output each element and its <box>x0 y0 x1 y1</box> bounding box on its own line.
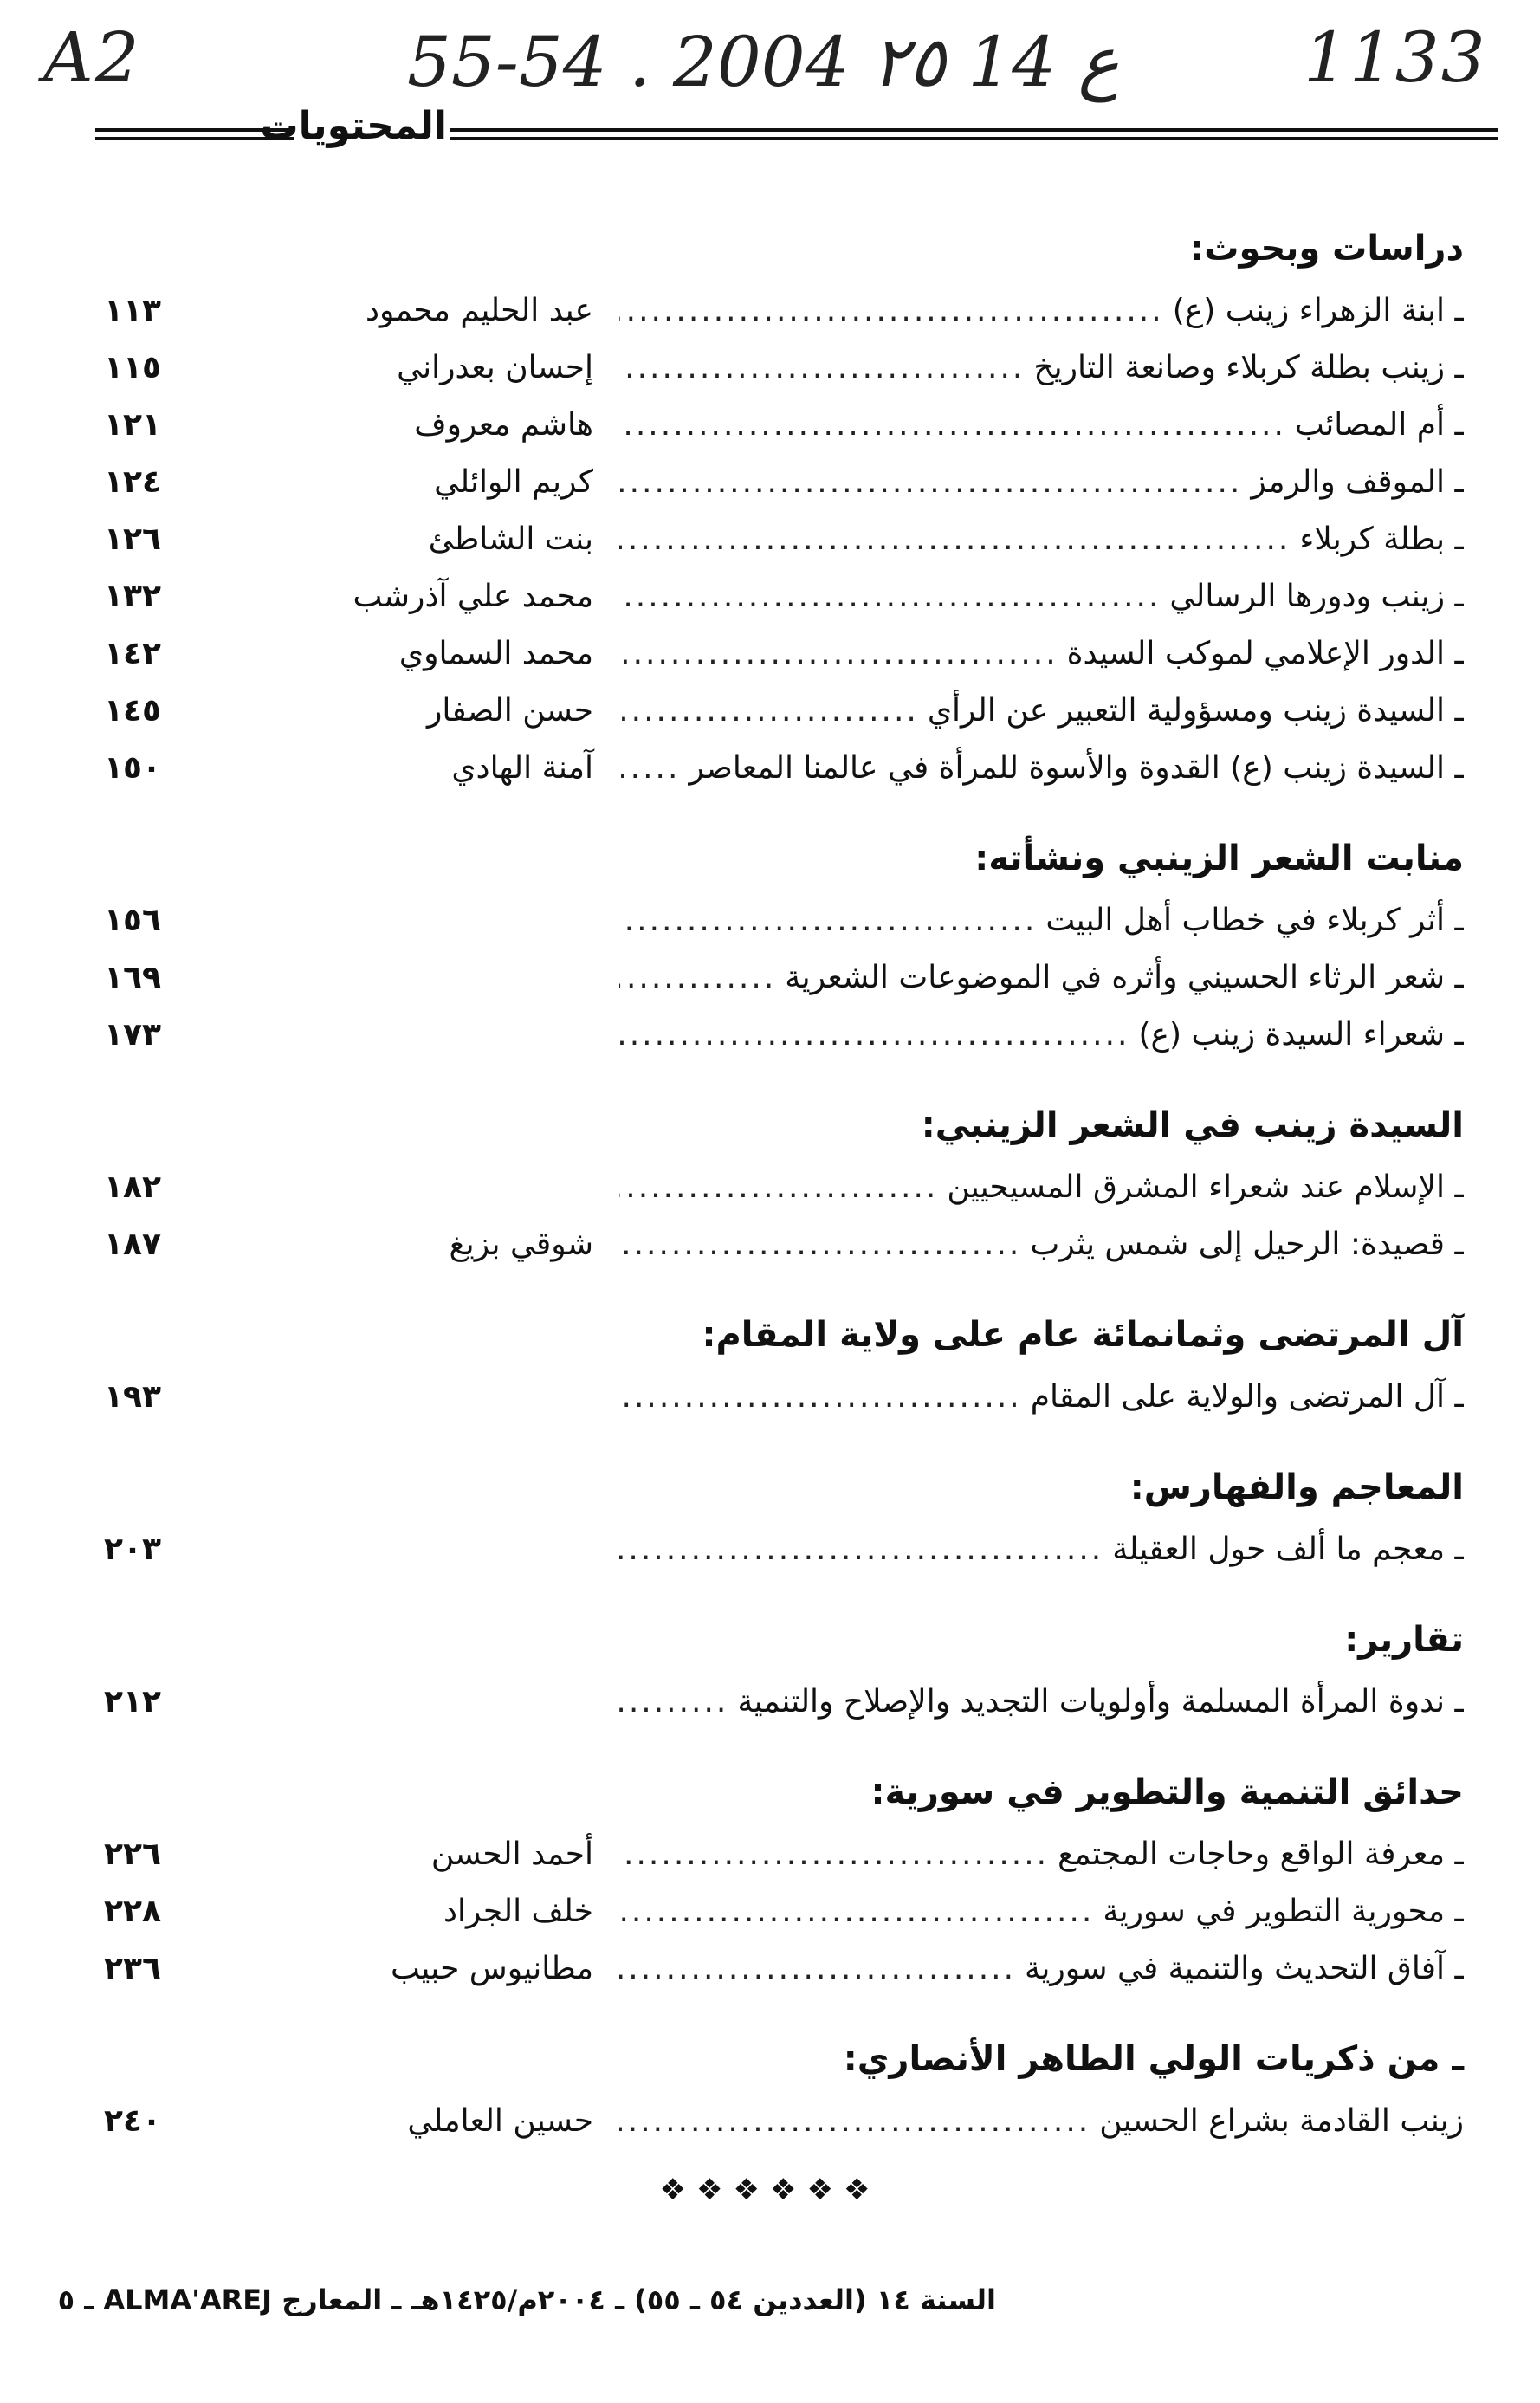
entry-title-wrap <box>619 1369 1464 1426</box>
entry-author: شوقي بزيغ <box>449 1227 593 1262</box>
section-title: آل المرتضى وثمانمائة عام على ولاية المقام: <box>702 1315 1464 1355</box>
toc-entry <box>104 1159 1464 1216</box>
entry-author-wrap <box>104 282 619 340</box>
entry-title-wrap <box>619 568 1464 625</box>
toc-section <box>104 1100 1464 1273</box>
entry-page-number: ١٩٣ <box>104 1379 161 1415</box>
entry-author: مطانيوس حبيب <box>391 1951 593 1986</box>
dot-leader <box>619 683 928 740</box>
entry-title-wrap <box>619 511 1464 568</box>
entry-title: ـ قصيدة: الرحيل إلى شمس يثرب <box>1030 1227 1464 1262</box>
entry-title-wrap <box>619 625 1464 683</box>
toc-section <box>104 1462 1464 1578</box>
footer-text: السنة ١٤ (العددين ٥٤ ـ ٥٥) ـ ٢٠٠٤م/١٤٢٥هـ ـ المعارج ALMA'AREJ ـ ٥ <box>57 2283 996 2316</box>
entry-author: آمنة الهادي <box>451 750 593 786</box>
entry-page-number: ١١٣ <box>104 293 161 328</box>
entry-page-number: ٢١٢ <box>104 1684 161 1720</box>
toc-entry <box>104 454 1464 511</box>
dot-leader <box>619 892 1045 949</box>
dot-leader <box>619 1369 1031 1426</box>
dot-leader <box>619 282 1173 340</box>
toc-entry <box>104 511 1464 568</box>
entry-page-number: ١٢٦ <box>104 521 161 557</box>
toc-entry <box>104 340 1464 397</box>
entry-page-number: ١٥٦ <box>104 903 161 938</box>
entry-page-number: ٢٤٠ <box>104 2103 161 2139</box>
entry-author: محمد علي آذرشب <box>353 579 593 614</box>
entry-author-wrap <box>104 1674 619 1731</box>
toc-entry <box>104 949 1464 1007</box>
dot-leader <box>619 1521 1112 1578</box>
entry-author: عبد الحليم محمود <box>365 293 593 328</box>
handwritten-number: 1133 <box>1304 17 1487 98</box>
entry-title: ـ أم المصائب <box>1294 407 1464 443</box>
page-footer <box>0 2283 1540 2335</box>
entry-author-wrap <box>104 454 619 511</box>
entry-page-number: ١٥٠ <box>104 750 161 786</box>
handwritten-code: A2 <box>43 17 141 98</box>
entry-title-wrap <box>619 340 1464 397</box>
entry-title-wrap <box>619 1159 1464 1216</box>
entry-author-wrap <box>104 625 619 683</box>
entry-page-number: ١٨٢ <box>104 1169 161 1205</box>
entry-title: ـ ابنة الزهراء زينب (ع) <box>1172 293 1464 328</box>
entry-title: ـ زينب ودورها الرسالي <box>1169 579 1464 614</box>
dot-leader <box>619 568 1169 625</box>
dot-leader <box>619 1940 1025 1998</box>
dot-leader <box>619 949 785 1007</box>
dot-leader <box>619 1159 947 1216</box>
entry-page-number: ١٢١ <box>104 407 161 443</box>
entry-page-number: ١٤٢ <box>104 636 161 671</box>
section-title: دراسات وبحوث: <box>1190 229 1464 269</box>
toc-section <box>104 1615 1464 1731</box>
entry-title-wrap <box>619 683 1464 740</box>
entry-page-number: ٢٢٨ <box>104 1894 161 1929</box>
toc-entry <box>104 1674 1464 1731</box>
toc-entry <box>104 1521 1464 1578</box>
entry-title: ـ زينب بطلة كربلاء وصانعة التاريخ <box>1033 350 1464 385</box>
entry-title-wrap <box>619 892 1464 949</box>
toc-entry <box>104 568 1464 625</box>
entry-title: ـ آل المرتضى والولاية على المقام <box>1030 1379 1464 1415</box>
dot-leader <box>619 740 689 797</box>
dot-leader <box>619 1216 1030 1273</box>
toc-entry <box>104 1883 1464 1940</box>
dot-leader <box>619 1674 737 1731</box>
entry-author-wrap <box>104 568 619 625</box>
entry-page-number: ١١٥ <box>104 350 161 385</box>
entry-title: ـ الإسلام عند شعراء المشرق المسيحيين <box>947 1169 1464 1205</box>
entry-title-wrap <box>619 949 1464 1007</box>
entry-title-wrap <box>619 740 1464 797</box>
toc-section <box>104 1767 1464 1998</box>
entry-author-wrap <box>104 683 619 740</box>
entry-title-wrap <box>619 1940 1464 1998</box>
toc-entry <box>104 1007 1464 1064</box>
entry-page-number: ١٧٣ <box>104 1017 161 1053</box>
entry-page-number: ٢٠٣ <box>104 1532 161 1567</box>
entry-author-wrap <box>104 1940 619 1998</box>
entry-author-wrap <box>104 949 619 1007</box>
dot-leader <box>619 340 1033 397</box>
section-title: السيدة زينب في الشعر الزينبي: <box>921 1105 1464 1145</box>
entry-title: ـ السيدة زينب (ع) القدوة والأسوة للمرأة في عالمنا المعاصر <box>689 750 1464 786</box>
entry-title: ـ أثر كربلاء في خطاب أهل البيت <box>1045 903 1464 938</box>
toc-entry <box>104 282 1464 340</box>
entry-title: زينب القادمة بشراع الحسين <box>1099 2103 1464 2139</box>
toc-entry <box>104 625 1464 683</box>
entry-title: ـ الموقف والرمز <box>1251 464 1464 500</box>
dot-leader <box>619 625 1067 683</box>
entry-page-number: ١٣٢ <box>104 579 161 614</box>
entry-author-wrap <box>104 1826 619 1883</box>
toc-entry <box>104 1369 1464 1426</box>
handwritten-annotations <box>0 17 1540 113</box>
dot-leader <box>619 2093 1099 2150</box>
entry-author-wrap <box>104 1159 619 1216</box>
entry-page-number: ١٢٤ <box>104 464 161 500</box>
entry-author-wrap <box>104 511 619 568</box>
toc-entry <box>104 683 1464 740</box>
dot-leader <box>619 454 1251 511</box>
entry-author-wrap <box>104 2093 619 2150</box>
entry-page-number: ١٦٩ <box>104 960 161 995</box>
entry-author-wrap <box>104 397 619 454</box>
entry-page-number: ١٨٧ <box>104 1227 161 1262</box>
entry-title-wrap <box>619 1007 1464 1064</box>
entry-author: محمد السماوي <box>398 636 593 671</box>
dot-leader <box>619 1007 1138 1064</box>
toc-entry <box>104 1216 1464 1273</box>
handwritten-issue-info: 55-54 . ع 14 ٢٥ 2004 <box>407 22 1120 102</box>
entry-page-number: ٢٣٦ <box>104 1951 161 1986</box>
entry-title-wrap <box>619 1826 1464 1883</box>
section-title: تقارير: <box>1344 1620 1464 1660</box>
section-title: حدائق التنمية والتطوير في سورية: <box>870 1772 1464 1812</box>
section-title: المعاجم والفهارس: <box>1129 1467 1464 1507</box>
entry-title: ـ معجم ما ألف حول العقيلة <box>1112 1532 1464 1567</box>
page-header <box>95 104 1498 165</box>
header-rule-right <box>450 128 1498 140</box>
entry-page-number: ٢٢٦ <box>104 1836 161 1872</box>
entry-author-wrap <box>104 1883 619 1940</box>
entry-title-wrap <box>619 454 1464 511</box>
toc-section <box>104 1310 1464 1426</box>
entry-author: حسن الصفار <box>427 693 593 729</box>
entry-author-wrap <box>104 892 619 949</box>
toc-entry <box>104 1940 1464 1998</box>
entry-title: ـ الدور الإعلامي لموكب السيدة <box>1066 636 1464 671</box>
entry-author-wrap <box>104 1521 619 1578</box>
entry-author-wrap <box>104 1369 619 1426</box>
entry-author-wrap <box>104 740 619 797</box>
entry-author: خلف الجراد <box>443 1894 593 1929</box>
toc-entry <box>104 892 1464 949</box>
entry-title-wrap <box>619 282 1464 340</box>
entry-page-number: ١٤٥ <box>104 693 161 729</box>
entry-title-wrap <box>619 1521 1464 1578</box>
dot-leader <box>619 511 1299 568</box>
entry-author: هاشم معروف <box>414 407 593 443</box>
entry-title: ـ محورية التطوير في سورية <box>1103 1894 1464 1929</box>
entry-title-wrap <box>619 397 1464 454</box>
entry-title: ـ آفاق التحديث والتنمية في سورية <box>1025 1951 1464 1986</box>
entry-title: ـ شعراء السيدة زينب (ع) <box>1138 1017 1464 1053</box>
entry-author: أحمد الحسن <box>430 1836 593 1872</box>
entry-title: ـ شعر الرثاء الحسيني وأثره في الموضوعات الشعرية <box>785 960 1464 995</box>
entry-title: ـ معرفة الواقع وحاجات المجتمع <box>1058 1836 1464 1872</box>
toc-entry <box>104 740 1464 797</box>
entry-title: ـ بطلة كربلاء <box>1299 521 1464 557</box>
entry-author: كريم الوائلي <box>434 464 593 500</box>
dot-leader <box>619 1883 1103 1940</box>
entry-author-wrap <box>104 340 619 397</box>
toc-entry <box>104 2093 1464 2150</box>
toc-section <box>104 833 1464 1064</box>
entry-title-wrap <box>619 1883 1464 1940</box>
entry-author: إحسان بعدراني <box>397 350 593 385</box>
entry-author-wrap <box>104 1216 619 1273</box>
toc-section <box>104 2034 1464 2150</box>
dot-leader <box>619 397 1295 454</box>
entry-author: بنت الشاطئ <box>428 521 593 557</box>
page-title: المحتويات <box>260 104 447 148</box>
dot-leader <box>619 1826 1058 1883</box>
entry-author-wrap <box>104 1007 619 1064</box>
entry-title-wrap <box>619 1674 1464 1731</box>
section-title: منابت الشعر الزينبي ونشأته: <box>974 839 1464 878</box>
ornament-divider: ❖❖❖❖❖❖ <box>659 2173 881 2207</box>
toc-entry <box>104 1826 1464 1883</box>
section-title: ـ من ذكريات الولي الطاهر الأنصاري: <box>843 2039 1464 2079</box>
entry-title-wrap <box>619 1216 1464 1273</box>
entry-title: ـ السيدة زينب ومسؤولية التعبير عن الرأي <box>927 693 1464 729</box>
toc-entry <box>104 397 1464 454</box>
entry-title-wrap <box>619 2093 1464 2150</box>
entry-title: ـ ندوة المرأة المسلمة وأولويات التجديد والإصلاح والتنمية <box>737 1684 1464 1720</box>
table-of-contents <box>104 223 1464 2186</box>
toc-section <box>104 223 1464 797</box>
entry-author: حسين العاملي <box>407 2103 593 2139</box>
